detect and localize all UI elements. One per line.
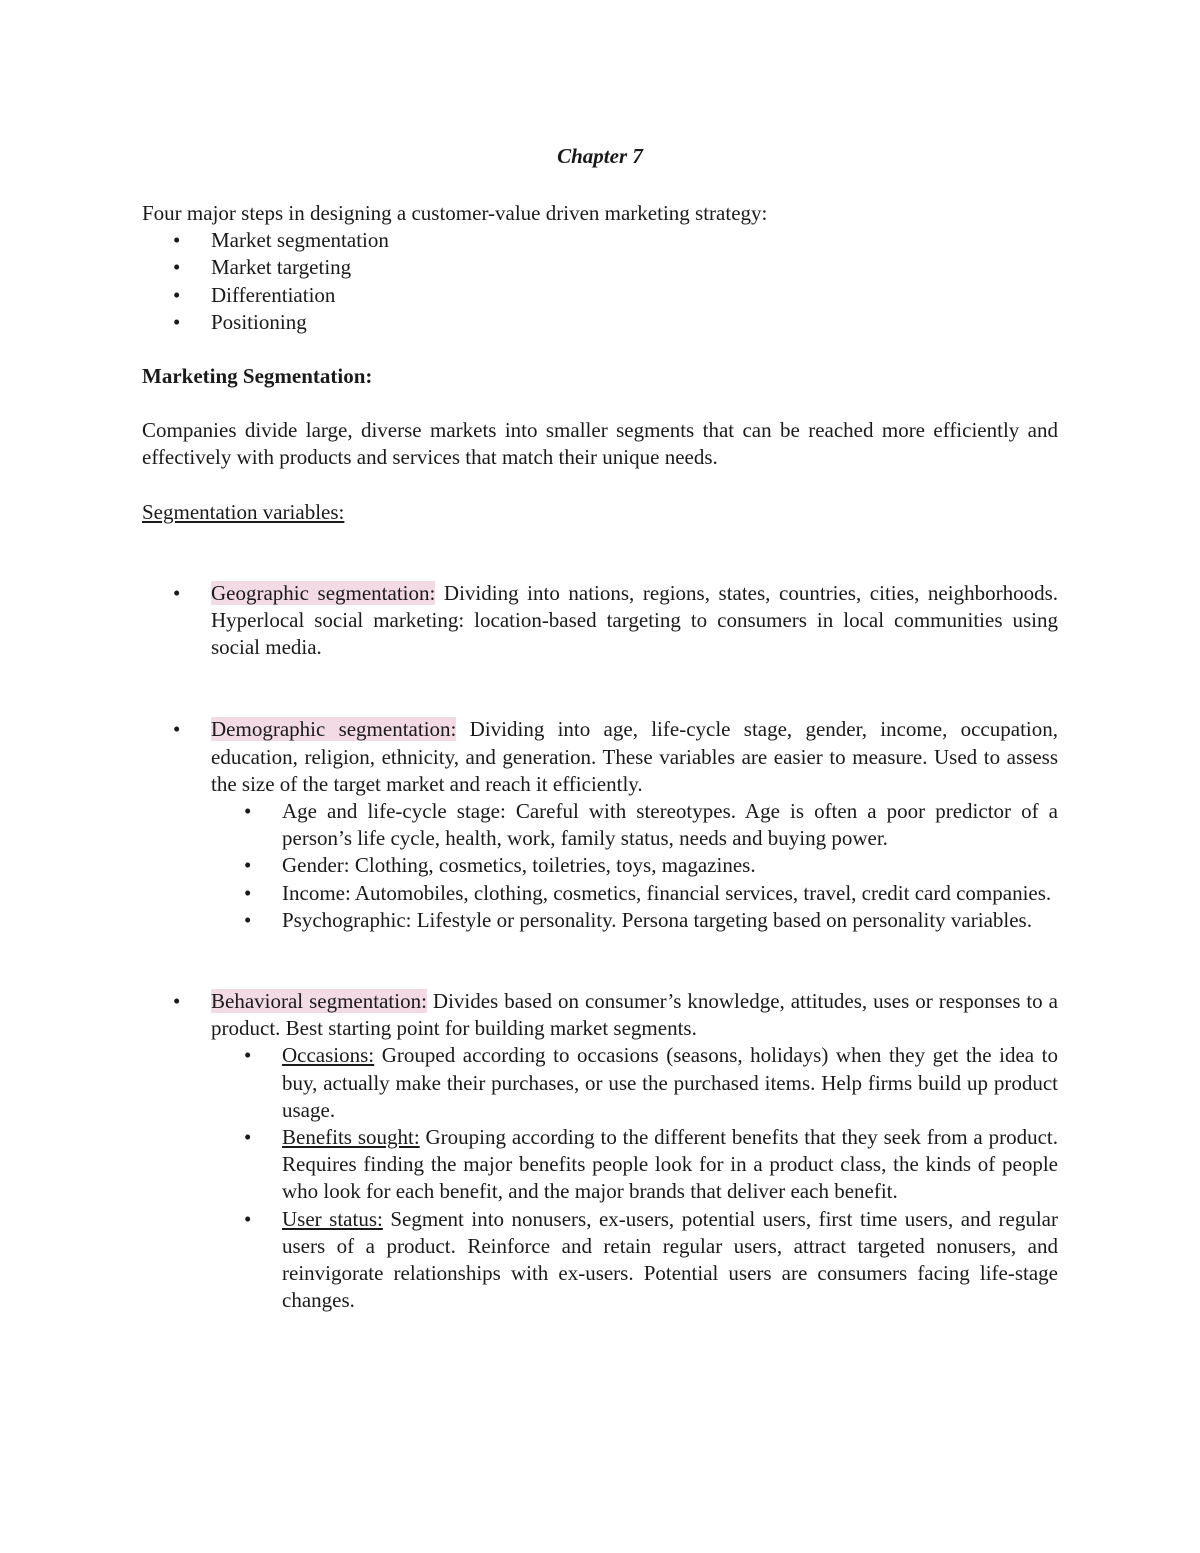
geographic-text: Dividing into nations, regions, states, countries, cities, neighborhoods. Hyperlocal social marketing: location-based targeting to consumers in local communities using social media. bbox=[211, 580, 1059, 660]
document-page bbox=[142, 140, 1058, 1315]
demographic-label: Demographic segmentation: bbox=[211, 717, 457, 742]
occasions-term: Occasions: bbox=[282, 1043, 375, 1068]
list-item: • Gender: Clothing, cosmetics, toiletries, toys, magazines. bbox=[211, 852, 1058, 879]
geographic-list bbox=[142, 580, 1058, 662]
intro-text: Four major steps in designing a customer-value driven marketing strategy: bbox=[142, 201, 768, 225]
benefits-text: Grouping according to the different benefits that they seek from a product. Requires finding the major benefits people look for in a product class, the kinds of people who look for each benefit, and the major brands that deliver each benefit. bbox=[282, 1125, 1058, 1204]
benefits-term: Benefits sought: bbox=[282, 1125, 420, 1150]
demographic-list bbox=[142, 716, 1058, 934]
demographic-item bbox=[142, 716, 1058, 934]
behavioral-text: Divides based on consumer’s knowledge, attitudes, uses or responses to a product. Best starting point for building market segments. bbox=[211, 989, 1058, 1041]
list-item: • Differentiation bbox=[142, 282, 1058, 309]
geographic-label: Geographic segmentation: bbox=[211, 580, 436, 605]
list-item: • Psychographic: Lifestyle or personality. Persona targeting based on personality variables. bbox=[211, 907, 1058, 934]
list-item bbox=[211, 1124, 1058, 1206]
user-status-text: Segment into nonusers, ex-users, potential users, first time users, and regular users of a product. Reinforce and retain regular users, attract targeted nonusers, and reinvigorate relationships with ex-users. Potential users are consumers facing life-stage changes. bbox=[282, 1206, 1058, 1313]
variables-heading-text: Segmentation variables: bbox=[142, 499, 345, 524]
occasions-text: Grouped according to occasions (seasons, holidays) when they get the idea to buy, actually make their purchases, or use the purchased items. Help firms build up product usage. bbox=[282, 1043, 1058, 1122]
demographic-sublist bbox=[211, 798, 1058, 934]
list-item: • Age and life-cycle stage: Careful with stereotypes. Age is often a poor predictor of a person’s life cycle, health, work, family status, needs and buying power. bbox=[211, 798, 1058, 852]
list-item bbox=[211, 1206, 1058, 1315]
demographic-text: Dividing into age, life-cycle stage, gender, income, occupation, education, religion, ethnicity, and generation. These variables are easier to measure. Used to assess the size of the target market and reach it efficiently. bbox=[211, 717, 1058, 796]
list-item: • Income: Automobiles, clothing, cosmetics, financial services, travel, credit card companies. bbox=[211, 880, 1058, 907]
geographic-item bbox=[142, 580, 1058, 662]
section-paragraph: Companies divide large, diverse markets into smaller segments that can be reached more efficiently and effectively with products and services that match their unique needs. bbox=[142, 418, 1058, 470]
variables-heading bbox=[142, 499, 1058, 526]
list-item: • Market segmentation bbox=[142, 227, 1058, 254]
behavioral-sublist bbox=[211, 1042, 1058, 1314]
list-item: • Positioning bbox=[142, 309, 1058, 336]
behavioral-label: Behavioral segmentation: bbox=[211, 989, 427, 1014]
behavioral-item bbox=[142, 988, 1058, 1314]
list-item bbox=[211, 1042, 1058, 1124]
user-status-term: User status: bbox=[282, 1206, 383, 1231]
chapter-title: Chapter 7 bbox=[557, 144, 643, 168]
steps-list bbox=[142, 227, 1058, 336]
section-heading: Marketing Segmentation: bbox=[142, 364, 373, 389]
list-item: • Market targeting bbox=[142, 254, 1058, 281]
behavioral-list bbox=[142, 988, 1058, 1314]
